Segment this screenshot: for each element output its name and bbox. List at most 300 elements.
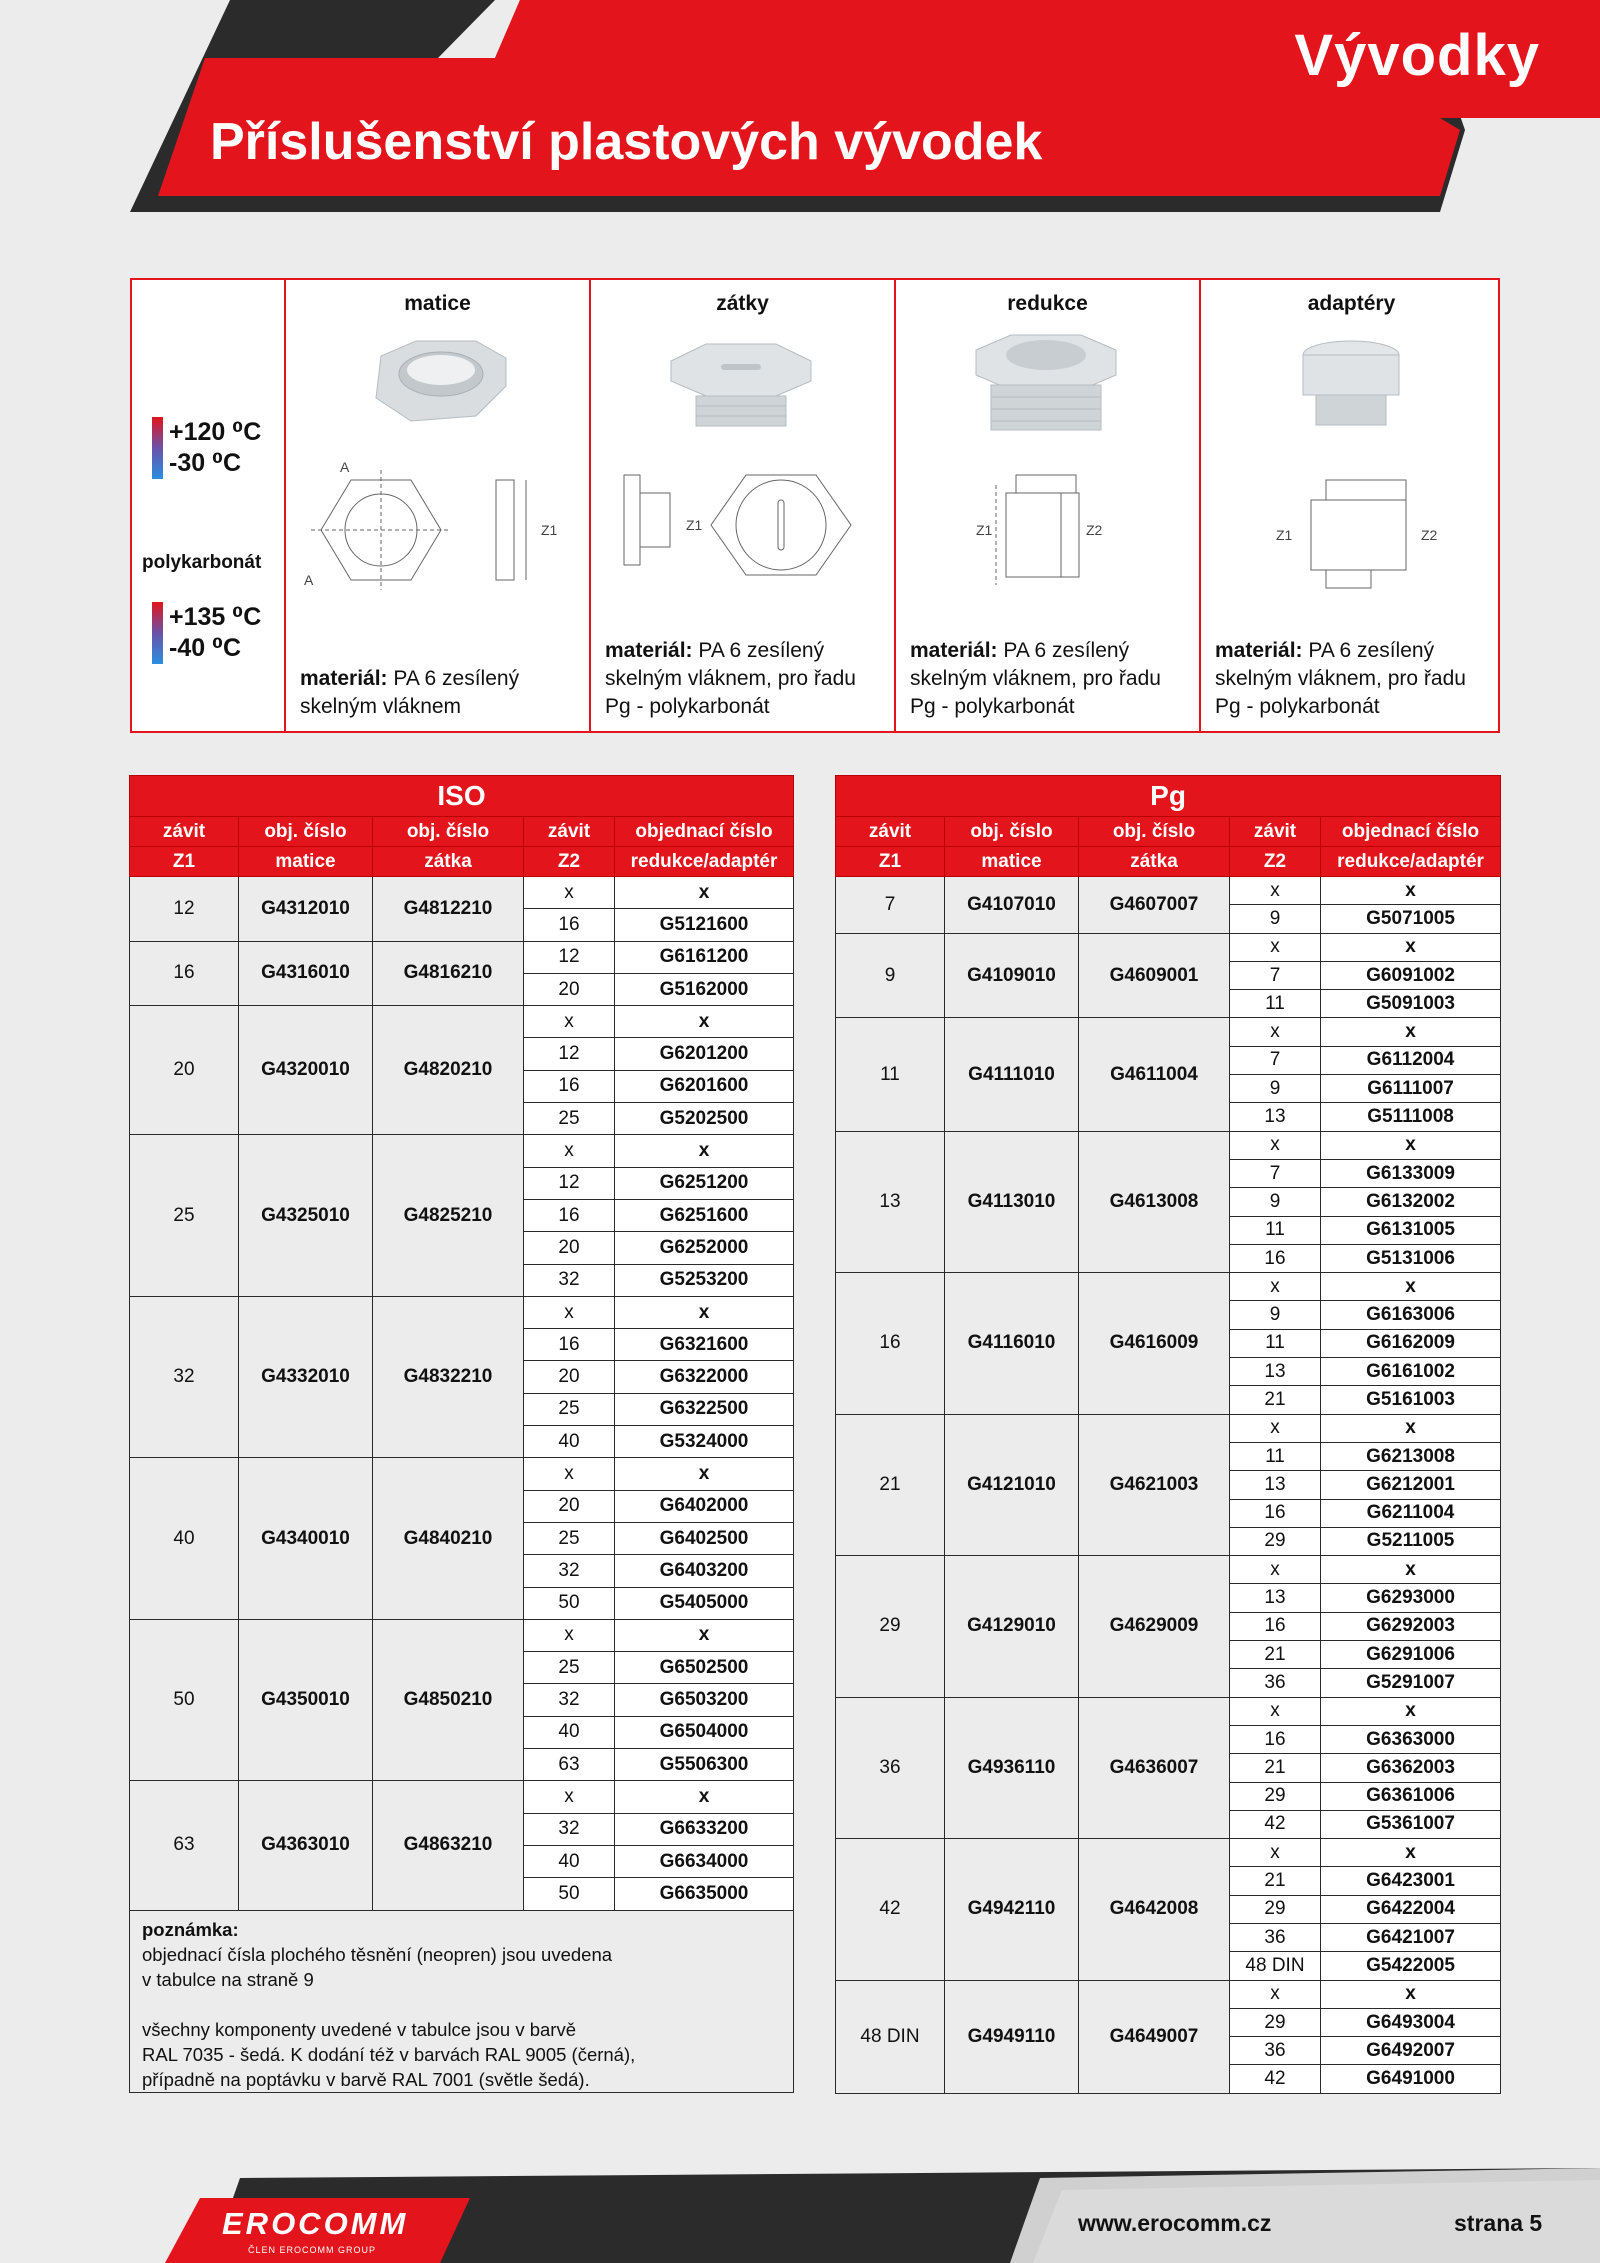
table-row xyxy=(130,1619,794,1651)
thread-z2: 20 xyxy=(524,1490,615,1522)
column-header: objednací číslo xyxy=(1321,817,1501,847)
brand-subtitle: ČLEN EROCOMM GROUP xyxy=(248,2245,377,2255)
category-title: Vývodky xyxy=(1294,23,1540,88)
thread-z2: 63 xyxy=(524,1749,615,1781)
reducer-order-number: G5131006 xyxy=(1321,1244,1501,1272)
reducer-order-number: G6162009 xyxy=(1321,1329,1501,1357)
reducer-order-number: G5121600 xyxy=(615,909,794,941)
column-header: Z1 xyxy=(130,847,239,877)
nut-order-number: G4116010 xyxy=(945,1273,1079,1414)
reducer-order-number: G6321600 xyxy=(615,1329,794,1361)
thread-z1: 13 xyxy=(836,1131,945,1272)
pa-max-temp: +135 ⁰C xyxy=(169,603,262,631)
thread-z2: x xyxy=(1230,933,1321,961)
thermometer-icon xyxy=(152,417,163,479)
thread-z1: 50 xyxy=(130,1619,239,1780)
table-row xyxy=(130,877,794,909)
thread-z2: x xyxy=(524,1781,615,1813)
reducer-order-number: G6504000 xyxy=(615,1716,794,1748)
thread-z2: 21 xyxy=(1230,1641,1321,1669)
thread-z1: 16 xyxy=(836,1273,945,1414)
thread-z2: 9 xyxy=(1230,1301,1321,1329)
thread-z2: 13 xyxy=(1230,1471,1321,1499)
table-row xyxy=(836,933,1501,961)
thread-z2: 40 xyxy=(524,1845,615,1877)
thread-z2: 20 xyxy=(524,973,615,1005)
table-row xyxy=(836,1556,1501,1584)
reducer-order-number: G5324000 xyxy=(615,1426,794,1458)
product-material xyxy=(300,665,581,721)
table-caption-row xyxy=(130,776,794,817)
table-row xyxy=(130,1135,794,1167)
drawing-label-a: A xyxy=(340,460,350,475)
thread-z2: 13 xyxy=(1230,1584,1321,1612)
thread-z2: 12 xyxy=(524,941,615,973)
plug-order-number: G4611004 xyxy=(1079,1018,1230,1131)
thread-z2: 13 xyxy=(1230,1358,1321,1386)
material-label: materiál: xyxy=(300,667,388,690)
thread-z2: x xyxy=(1230,1018,1321,1046)
drawing-label-z1: Z1 xyxy=(976,522,993,538)
table-row xyxy=(836,1839,1501,1867)
thread-z2: 16 xyxy=(524,909,615,941)
reducer-order-number: x xyxy=(1321,1414,1501,1442)
reducer-order-number: G6422004 xyxy=(1321,1895,1501,1923)
thread-z2: 12 xyxy=(524,1167,615,1199)
reducer-order-number: G6503200 xyxy=(615,1684,794,1716)
nut-order-number: G4350010 xyxy=(239,1619,373,1780)
reducer-order-number: G6362003 xyxy=(1321,1754,1501,1782)
thread-z2: 7 xyxy=(1230,1159,1321,1187)
reducer-order-number: G5211005 xyxy=(1321,1527,1501,1555)
table-row xyxy=(130,1458,794,1490)
thread-z2: 25 xyxy=(524,1393,615,1425)
table-row xyxy=(836,877,1501,905)
thread-z2: x xyxy=(1230,1131,1321,1159)
thread-z2: 9 xyxy=(1230,1075,1321,1103)
thread-z2: 29 xyxy=(1230,1527,1321,1555)
note-line: objednací čísla plochého těsnění (neopren) jsou uvedena xyxy=(142,1943,613,1965)
nut-order-number: G4325010 xyxy=(239,1135,373,1296)
thread-z1: 48 DIN xyxy=(836,1980,945,2093)
product-adaptery xyxy=(1199,280,1502,731)
thread-z1: 32 xyxy=(130,1296,239,1457)
column-header: Z1 xyxy=(836,847,945,877)
reducer-order-number: G6293000 xyxy=(1321,1584,1501,1612)
reducer-order-number: G6291006 xyxy=(1321,1641,1501,1669)
thread-z2: 29 xyxy=(1230,2008,1321,2036)
brand-logo: EROCOMM xyxy=(222,2206,409,2241)
table-note xyxy=(130,1910,794,2092)
thread-z2: 32 xyxy=(524,1684,615,1716)
product-name: adaptéry xyxy=(1307,292,1396,315)
thread-z1: 16 xyxy=(130,941,239,1006)
column-header: obj. číslo xyxy=(945,817,1079,847)
reducer-order-number: G6211004 xyxy=(1321,1499,1501,1527)
page-title: Příslušenství plastových vývodek xyxy=(210,113,1043,171)
note-line: všechny komponenty uvedené v tabulce jsou v barvě xyxy=(142,2018,576,2040)
nut-order-number: G4111010 xyxy=(945,1018,1079,1131)
reducer-order-number: G6493004 xyxy=(1321,2008,1501,2036)
reducer-order-number: x xyxy=(615,877,794,909)
thread-z2: x xyxy=(1230,1273,1321,1301)
thread-z2: 16 xyxy=(524,1329,615,1361)
reducer-order-number: G5071005 xyxy=(1321,905,1501,933)
note-line: případně na poptávku v barvě RAL 7001 (světle šedá). xyxy=(142,2068,590,2090)
thread-z2: 32 xyxy=(524,1264,615,1296)
reducer-order-number: G6292003 xyxy=(1321,1612,1501,1640)
thread-z2: x xyxy=(524,1458,615,1490)
reducer-order-number: G5405000 xyxy=(615,1587,794,1619)
reducer-order-number: G6322000 xyxy=(615,1361,794,1393)
reducer-order-number: x xyxy=(615,1458,794,1490)
reducer-order-number: x xyxy=(1321,933,1501,961)
thread-z2: 11 xyxy=(1230,1216,1321,1244)
nut-order-number: G4332010 xyxy=(239,1296,373,1457)
thermometer-icon xyxy=(152,602,163,664)
reducer-order-number: G6635000 xyxy=(615,1878,794,1910)
thread-z2: 29 xyxy=(1230,1782,1321,1810)
reducer-drawing xyxy=(936,455,1166,605)
nut-order-number: G4340010 xyxy=(239,1458,373,1619)
note-title: poznámka: xyxy=(142,1918,239,1940)
note-row xyxy=(130,1910,794,2092)
column-header: obj. číslo xyxy=(373,817,524,847)
thread-z2: 32 xyxy=(524,1813,615,1845)
product-name: matice xyxy=(404,292,471,315)
reducer-order-number: G6252000 xyxy=(615,1232,794,1264)
column-header: Z2 xyxy=(1230,847,1321,877)
nut-order-number: G4121010 xyxy=(945,1414,1079,1555)
pg-table xyxy=(835,775,1501,2094)
plug-order-number: G4642008 xyxy=(1079,1839,1230,1980)
column-header: zátka xyxy=(373,847,524,877)
thread-z2: 21 xyxy=(1230,1386,1321,1414)
thread-z1: 21 xyxy=(836,1414,945,1555)
page-number: strana 5 xyxy=(1454,2210,1543,2236)
plug-drawing xyxy=(606,455,886,595)
reducer-order-number: G6161200 xyxy=(615,941,794,973)
thread-z2: x xyxy=(524,1135,615,1167)
table-header-row xyxy=(130,847,794,877)
thread-z1: 25 xyxy=(130,1135,239,1296)
column-header: matice xyxy=(239,847,373,877)
thread-z2: x xyxy=(1230,1980,1321,2008)
thread-z2: 48 DIN xyxy=(1230,1952,1321,1980)
thread-z2: x xyxy=(1230,877,1321,905)
plug-order-number: G4616009 xyxy=(1079,1273,1230,1414)
product-name: zátky xyxy=(716,292,769,315)
plug-order-number: G4820210 xyxy=(373,1006,524,1135)
product-name: redukce xyxy=(1007,292,1088,315)
thread-z2: 9 xyxy=(1230,905,1321,933)
reducer-order-number: G6633200 xyxy=(615,1813,794,1845)
thread-z2: x xyxy=(1230,1556,1321,1584)
thread-z2: 7 xyxy=(1230,961,1321,989)
thread-z2: 11 xyxy=(1230,990,1321,1018)
plug-order-number: G4629009 xyxy=(1079,1556,1230,1697)
material-text: PA 6 zesílený skelným vláknem, pro řadu Pg - polykarbonát xyxy=(605,639,856,718)
thread-z1: 11 xyxy=(836,1018,945,1131)
plug-order-number: G4636007 xyxy=(1079,1697,1230,1838)
polycarbonate-label: polykarbonát xyxy=(142,552,262,573)
thread-z2: 16 xyxy=(1230,1499,1321,1527)
drawing-label-z1: Z1 xyxy=(686,517,703,533)
nut-order-number: G4312010 xyxy=(239,877,373,942)
reducer-order-number: x xyxy=(1321,877,1501,905)
pc-range xyxy=(152,417,261,479)
plug-order-number: G4649007 xyxy=(1079,1980,1230,2093)
thread-z2: x xyxy=(1230,1839,1321,1867)
thread-z2: 29 xyxy=(1230,1895,1321,1923)
thread-z2: 16 xyxy=(1230,1725,1321,1753)
reducer-order-number: x xyxy=(615,1296,794,1328)
plug-order-number: G4613008 xyxy=(1079,1131,1230,1272)
plug-order-number: G4850210 xyxy=(373,1619,524,1780)
reducer-order-number: G6201600 xyxy=(615,1070,794,1102)
reducer-order-number: G5091003 xyxy=(1321,990,1501,1018)
nut-order-number: G4113010 xyxy=(945,1131,1079,1272)
thread-z2: x xyxy=(1230,1697,1321,1725)
table-row xyxy=(836,1697,1501,1725)
thread-z2: 16 xyxy=(524,1199,615,1231)
column-header: redukce/adaptér xyxy=(615,847,794,877)
reducer-order-number: x xyxy=(1321,1131,1501,1159)
thread-z1: 9 xyxy=(836,933,945,1018)
pc-max-temp: +120 ⁰C xyxy=(169,418,262,446)
reducer-order-number: x xyxy=(615,1781,794,1813)
thread-z2: 36 xyxy=(1230,1923,1321,1951)
thread-z2: 50 xyxy=(524,1878,615,1910)
product-zatky xyxy=(589,280,894,731)
reducer-order-number: G6251200 xyxy=(615,1167,794,1199)
reducer-order-number: G6403200 xyxy=(615,1555,794,1587)
thread-z2: 13 xyxy=(1230,1103,1321,1131)
reducer-order-number: G6322500 xyxy=(615,1393,794,1425)
thread-z2: 21 xyxy=(1230,1867,1321,1895)
plug-order-number: G4832210 xyxy=(373,1296,524,1457)
product-redukce xyxy=(894,280,1199,731)
material-label: materiál: xyxy=(910,639,998,662)
table-header-row xyxy=(130,817,794,847)
product-matice xyxy=(284,280,589,731)
reducer-order-number: G5161003 xyxy=(1321,1386,1501,1414)
nut-order-number: G4363010 xyxy=(239,1781,373,1910)
thread-z2: 21 xyxy=(1230,1754,1321,1782)
thread-z2: 40 xyxy=(524,1716,615,1748)
reducer-order-number: G6091002 xyxy=(1321,961,1501,989)
reducer-order-number: x xyxy=(615,1619,794,1651)
table-row xyxy=(130,1296,794,1328)
table-row xyxy=(836,1414,1501,1442)
thread-z2: x xyxy=(1230,1414,1321,1442)
reducer-order-number: G6421007 xyxy=(1321,1923,1501,1951)
nut-order-number: G4129010 xyxy=(945,1556,1079,1697)
thread-z1: 42 xyxy=(836,1839,945,1980)
table-row xyxy=(836,1018,1501,1046)
plug-order-number: G4825210 xyxy=(373,1135,524,1296)
thread-z2: 20 xyxy=(524,1232,615,1264)
plug-photo xyxy=(651,336,831,436)
thread-z2: 36 xyxy=(1230,2037,1321,2065)
column-header: Z2 xyxy=(524,847,615,877)
table-row xyxy=(836,1273,1501,1301)
column-header: matice xyxy=(945,847,1079,877)
table-header-row xyxy=(836,847,1501,877)
reducer-order-number: G6212001 xyxy=(1321,1471,1501,1499)
thread-z2: 25 xyxy=(524,1522,615,1554)
reducer-order-number: G6402000 xyxy=(615,1490,794,1522)
temperature-legend xyxy=(132,280,284,731)
thread-z2: x xyxy=(524,877,615,909)
reducer-order-number: G6363000 xyxy=(1321,1725,1501,1753)
thread-z2: 7 xyxy=(1230,1046,1321,1074)
nut-order-number: G4316010 xyxy=(239,941,373,1006)
reducer-order-number: G5361007 xyxy=(1321,1810,1501,1838)
table-row xyxy=(130,1006,794,1038)
material-text: PA 6 zesílený skelným vláknem, pro řadu Pg - polykarbonát xyxy=(910,639,1161,718)
reducer-order-number: G5162000 xyxy=(615,973,794,1005)
pa-min-temp: -40 ⁰C xyxy=(169,634,242,662)
column-header: objednací číslo xyxy=(615,817,794,847)
plug-order-number: G4840210 xyxy=(373,1458,524,1619)
reducer-order-number: G5253200 xyxy=(615,1264,794,1296)
reducer-order-number: G5506300 xyxy=(615,1749,794,1781)
reducer-order-number: G6112004 xyxy=(1321,1046,1501,1074)
thread-z1: 36 xyxy=(836,1697,945,1838)
table-header-row xyxy=(836,817,1501,847)
reducer-order-number: G6201200 xyxy=(615,1038,794,1070)
reducer-order-number: x xyxy=(1321,1839,1501,1867)
reducer-order-number: x xyxy=(615,1006,794,1038)
reducer-order-number: G6423001 xyxy=(1321,1867,1501,1895)
reducer-order-number: x xyxy=(1321,1697,1501,1725)
adapter-drawing xyxy=(1231,455,1471,605)
thread-z2: 50 xyxy=(524,1587,615,1619)
thread-z2: 40 xyxy=(524,1426,615,1458)
hex-nut-photo xyxy=(356,336,526,436)
thread-z2: 25 xyxy=(524,1103,615,1135)
nut-order-number: G4936110 xyxy=(945,1697,1079,1838)
product-material xyxy=(605,637,886,721)
table-caption: ISO xyxy=(130,776,794,817)
table-row xyxy=(130,1781,794,1813)
product-overview xyxy=(130,278,1500,733)
thread-z2: x xyxy=(524,1296,615,1328)
thread-z2: 42 xyxy=(1230,1810,1321,1838)
reducer-order-number: G6402500 xyxy=(615,1522,794,1554)
thread-z2: 11 xyxy=(1230,1329,1321,1357)
reducer-photo xyxy=(956,330,1136,440)
note-line: RAL 7035 - šedá. K dodání též v barvách RAL 9005 (černá), xyxy=(142,2043,636,2065)
reducer-order-number: G5202500 xyxy=(615,1103,794,1135)
thread-z2: 11 xyxy=(1230,1442,1321,1470)
website-link[interactable]: www.erocomm.cz xyxy=(1078,2210,1272,2236)
thread-z1: 12 xyxy=(130,877,239,942)
drawing-label-a: A xyxy=(304,572,314,588)
nut-order-number: G4109010 xyxy=(945,933,1079,1018)
reducer-order-number: G6361006 xyxy=(1321,1782,1501,1810)
reducer-order-number: x xyxy=(1321,1018,1501,1046)
product-material xyxy=(910,637,1191,721)
reducer-order-number: G6132002 xyxy=(1321,1188,1501,1216)
nut-order-number: G4107010 xyxy=(945,877,1079,934)
reducer-order-number: x xyxy=(1321,1980,1501,2008)
thread-z2: 36 xyxy=(1230,1669,1321,1697)
plug-order-number: G4621003 xyxy=(1079,1414,1230,1555)
material-label: materiál: xyxy=(1215,639,1303,662)
thread-z2: 16 xyxy=(524,1070,615,1102)
table-row xyxy=(836,1980,1501,2008)
pa-range xyxy=(152,602,261,664)
reducer-order-number: G6161002 xyxy=(1321,1358,1501,1386)
reducer-order-number: G6111007 xyxy=(1321,1075,1501,1103)
reducer-order-number: G5291007 xyxy=(1321,1669,1501,1697)
table-row xyxy=(130,941,794,973)
thread-z2: 16 xyxy=(1230,1244,1321,1272)
table-caption: Pg xyxy=(836,776,1501,817)
material-text: PA 6 zesílený skelným vláknem xyxy=(300,667,520,718)
reducer-order-number: x xyxy=(615,1135,794,1167)
thread-z2: 42 xyxy=(1230,2065,1321,2093)
nut-order-number: G4942110 xyxy=(945,1839,1079,1980)
product-material xyxy=(1215,637,1494,721)
column-header: závit xyxy=(836,817,945,847)
nut-order-number: G4949110 xyxy=(945,1980,1079,2093)
plug-order-number: G4607007 xyxy=(1079,877,1230,934)
column-header: obj. číslo xyxy=(239,817,373,847)
drawing-label-z1: Z1 xyxy=(1276,527,1293,543)
reducer-order-number: G6492007 xyxy=(1321,2037,1501,2065)
reducer-order-number: G6163006 xyxy=(1321,1301,1501,1329)
thread-z1: 63 xyxy=(130,1781,239,1910)
reducer-order-number: G6491000 xyxy=(1321,2065,1501,2093)
material-text: PA 6 zesílený skelným vláknem, pro řadu Pg - polykarbonát xyxy=(1215,639,1466,718)
drawing-label-z2: Z2 xyxy=(1086,522,1103,538)
note-line: v tabulce na straně 9 xyxy=(142,1968,314,1990)
thread-z2: 16 xyxy=(1230,1612,1321,1640)
thread-z2: 20 xyxy=(524,1361,615,1393)
adapter-photo xyxy=(1276,335,1426,435)
thread-z1: 29 xyxy=(836,1556,945,1697)
thread-z1: 40 xyxy=(130,1458,239,1619)
reducer-order-number: G5422005 xyxy=(1321,1952,1501,1980)
reducer-order-number: x xyxy=(1321,1556,1501,1584)
column-header: závit xyxy=(130,817,239,847)
pc-min-temp: -30 ⁰C xyxy=(169,449,242,477)
reducer-order-number: G5111008 xyxy=(1321,1103,1501,1131)
reducer-order-number: G6133009 xyxy=(1321,1159,1501,1187)
iso-table xyxy=(129,775,794,2093)
reducer-order-number: G6502500 xyxy=(615,1652,794,1684)
nut-order-number: G4320010 xyxy=(239,1006,373,1135)
plug-order-number: G4816210 xyxy=(373,941,524,1006)
thread-z2: 9 xyxy=(1230,1188,1321,1216)
thread-z2: 32 xyxy=(524,1555,615,1587)
material-label: materiál: xyxy=(605,639,693,662)
plug-order-number: G4812210 xyxy=(373,877,524,942)
reducer-order-number: G6213008 xyxy=(1321,1442,1501,1470)
reducer-order-number: G6131005 xyxy=(1321,1216,1501,1244)
thread-z2: 12 xyxy=(524,1038,615,1070)
thread-z2: x xyxy=(524,1619,615,1651)
hex-nut-drawing xyxy=(296,460,586,600)
note-line xyxy=(142,1992,781,2017)
reducer-order-number: G6634000 xyxy=(615,1845,794,1877)
plug-order-number: G4863210 xyxy=(373,1781,524,1910)
reducer-order-number: x xyxy=(1321,1273,1501,1301)
table-caption-row xyxy=(836,776,1501,817)
